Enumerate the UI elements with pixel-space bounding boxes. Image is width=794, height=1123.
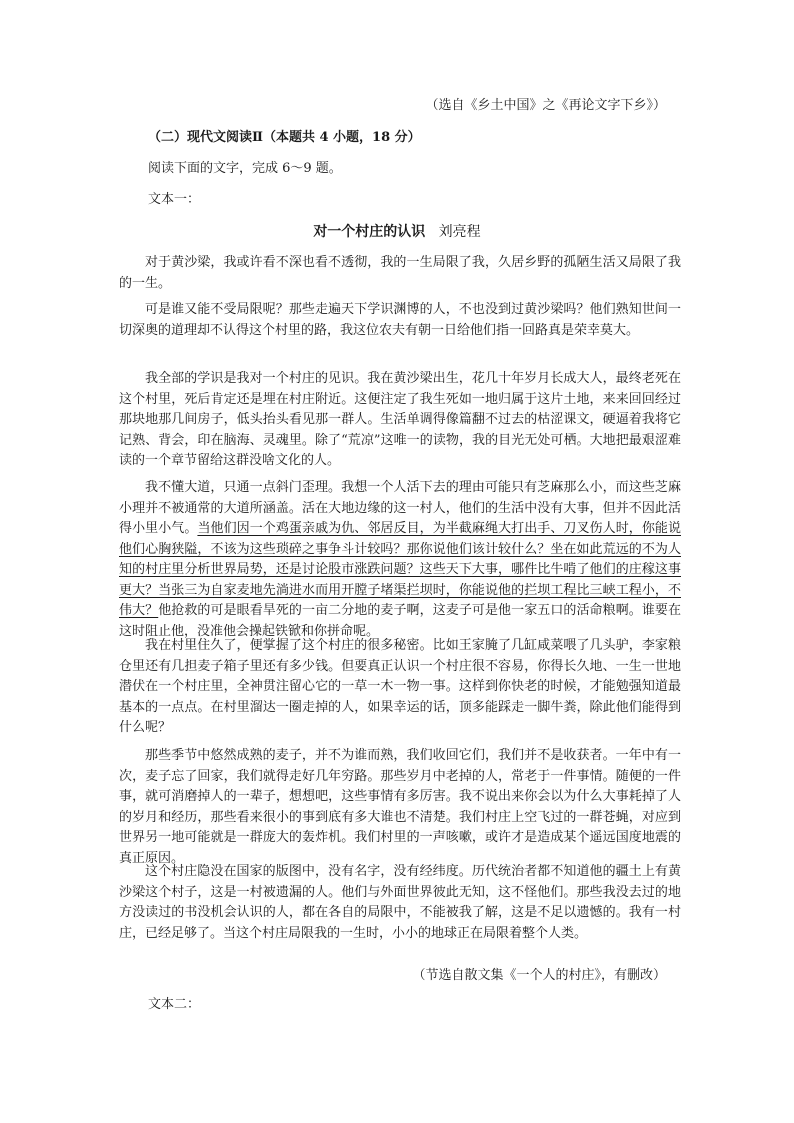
- paragraph-2: [119, 300, 681, 341]
- section-heading: （二）现代文阅读Ⅱ（本题共 4 小题，18 分）: [148, 130, 421, 145]
- paragraph-4-text-b: 他抢救的可是眼看旱死的一亩二分地的麦子啊，这麦子可是他一家五口的活命粮啊。谁要在这时阻止他，没准他会操起铁锨和你拼命呢。: [119, 603, 681, 639]
- paragraph-7-text: 这个村庄隐没在国家的版图中，没有名字，没有经纬度。历代统治者都不知道他的疆土上有黄沙梁这个村子，这是一村被遗漏的人。他们与外面世界彼此无知，这不怪他们。那些我没去过的地方没读过的书没机会认识的人，都在各自的局限中，不能被我了解，这是不足以遗憾的。我有一村庄，已经足够了。当这个村庄局限我的一生时，小小的地球正在局限着整个人类。: [119, 864, 681, 941]
- paragraph-2-text: 可是谁又能不受局限呢？那些走遍天下学识渊博的人，不也没到过黄沙梁吗？他们熟知世间一切深奥的道理却不认得这个村里的路，我这位农夫有朝一日给他们指一回路真是荣幸莫大。: [119, 302, 681, 338]
- text1-label: 文本一：: [148, 192, 201, 207]
- paragraph-3: [119, 369, 681, 472]
- paragraph-1: [119, 253, 681, 294]
- article-title: 对一个村庄的认识: [313, 224, 426, 240]
- source-top: （选自《乡土中国》之《再论文字下乡》）: [425, 98, 666, 113]
- paragraph-4-underlined: 当他们因一个鸡蛋亲戚为仇、邻居反目，为半截麻绳大打出手、刀叉伤人时，你能说他们心胸狭隘，不该为这些琐碎之事争斗计较吗？那你说他们该计较什么？坐在如此荒远的不为人知的村庄里分析世界局势，还是讨论股市涨跌问题？这些天下大事，哪件比牛啃了他们的庄稼这事更大？当张三为自家麦地先淌进水而用开膛子堵渠拦坝时，你能说他的拦坝工程比三峡工程小，不伟大？: [119, 521, 681, 618]
- article-source: （节选自散文集《一个人的村庄》，有删改）: [412, 968, 666, 983]
- paragraph-7: [119, 862, 681, 944]
- article-title-line: [0, 221, 794, 241]
- paragraph-6-text: 那些季节中悠然成熟的麦子，并不为谁而熟，我们收回它们，我们并不是收获者。一年中有一次，麦子忘了回家，我们就得走好几年穷路。那些岁月中老掉的人，常老于一件事情。随便的一件事，就可消磨掉人的一辈子，想想吧，这些事情有多厉害。我不说出来你会以为什么大事耗掉了人的岁月和经历，那些看来很小的事到底有多大谁也不清楚。我们村庄上空飞过的一群苍蝇，对应到世界另一地可能就是一群庞大的轰炸机。我们村里的一声咳嗽，或许才是造成某个遥远国度地震的真正原因。: [119, 748, 681, 866]
- article-author: 刘亮程: [438, 224, 481, 240]
- paragraph-6: [119, 746, 681, 869]
- paragraph-4-text-a: 我不懂大道，只通一点斜门歪理。我想一个人活下去的理由可能只有芝麻那么小，而这些芝麻小理并不被通常的大道所涵盖。活在大地边缘的这一村人，他们的生活中没有大事，但并不因此活得小里小气。: [119, 480, 681, 536]
- paragraph-5: [119, 636, 681, 739]
- text2-label: 文本二：: [148, 997, 201, 1012]
- paragraph-1-text: 对于黄沙梁，我或许看不深也看不透彻，我的一生局限了我，久居乡野的孤陋生活又局限了我的一生。: [119, 255, 681, 291]
- paragraph-5-text: 我在村里住久了，便掌握了这个村庄的很多秘密。比如王家腌了几缸咸菜喂了几头驴，李家粮仓里还有几担麦子箱子里还有多少钱。但要真正认识一个村庄很不容易，你得长久地、一生一世地潜伏在一个村庄里，全神贯注留心它的一草一木一物一事。这样到你快老的时候，才能勉强知道最基本的一点点。在村里溜达一圈走掉的人，如果幸运的话，顶多能踩走一脚牛粪，除此他们能得到什么呢？: [119, 638, 681, 735]
- paragraph-3-text: 我全部的学识是我对一个村庄的见识。我在黄沙梁出生，花几十年岁月长成大人，最终老死在这个村里，死后肯定还是埋在村庄附近。这便注定了我生死如一地归属于这片土地，来来回回经过那块地那几间房子，低头抬头看见那一群人。生活单调得像篇翻不过去的枯涩课文，硬逼着我将它记熟、背会，印在脑海、灵魂里。除了“荒凉”这唯一的读物，我的目光无处可栖。大地把最艰涩难读的一个章节留给这群没啥文化的人。: [119, 371, 681, 468]
- instruction: 阅读下面的文字，完成 6～9 题。: [148, 161, 342, 176]
- paragraph-4: [119, 478, 681, 642]
